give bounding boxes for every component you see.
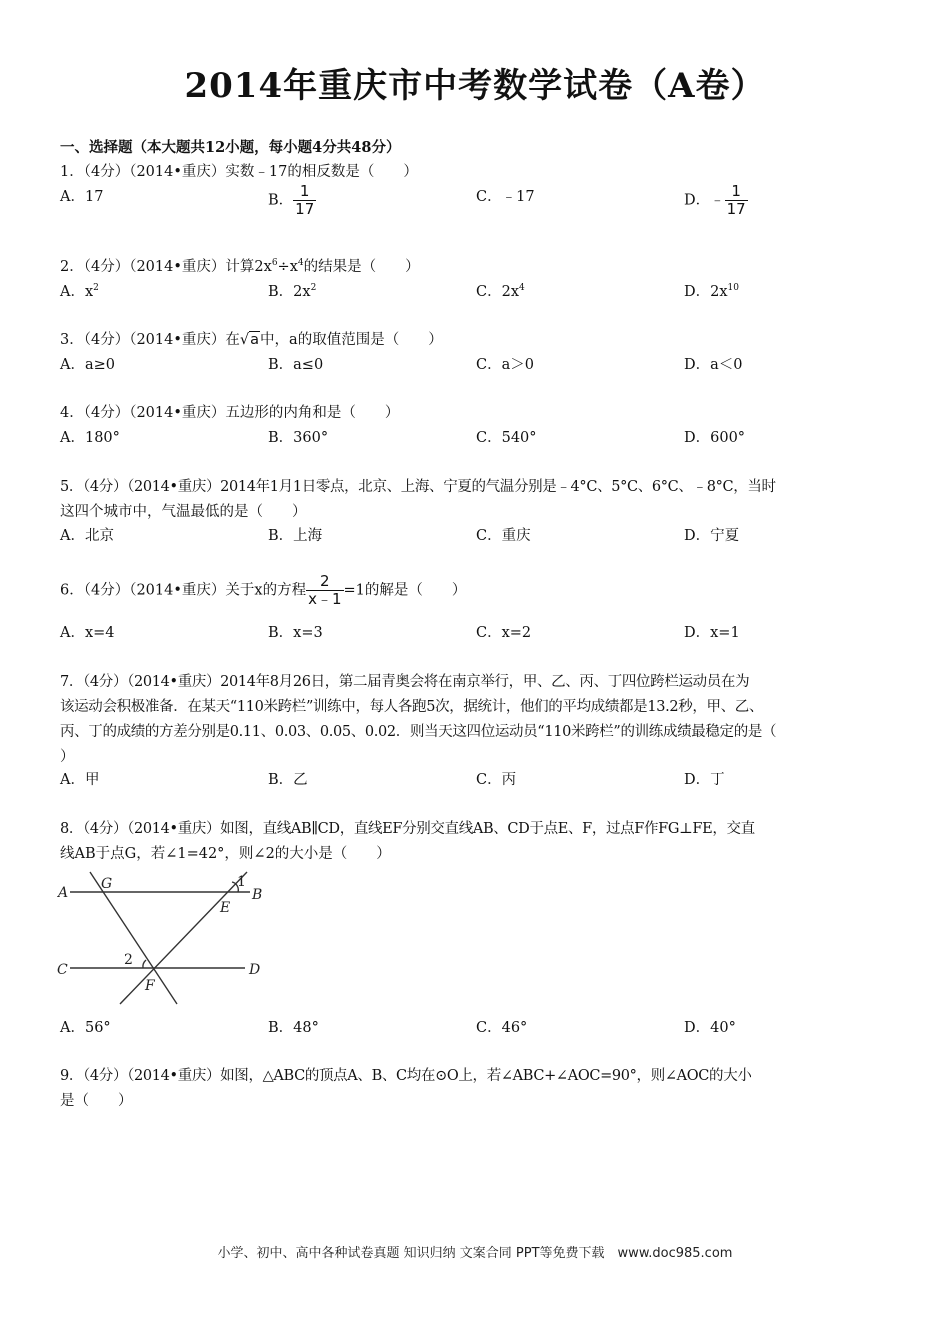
question-8-stem-line-2: 线AB于点G，若∠1=42°，则∠2的大小是（ ） [60, 846, 391, 862]
q1-option-d: D．﹣ $\frac{1}{17}$ [684, 182, 746, 218]
q5-option-b: B．上海 [268, 528, 323, 544]
label-b: B [252, 887, 263, 903]
q6-option-a: A．x=4 [60, 625, 115, 641]
label-angle-2: 2 [124, 952, 133, 968]
label-d: D [249, 962, 261, 978]
q8-option-b: B．48° [268, 1020, 319, 1036]
q6-option-c: C．x=2 [476, 625, 532, 641]
q2-option-d: D．$2x^{10}$ [684, 283, 739, 300]
label-a: A [58, 885, 69, 901]
q6-option-b: B．x=3 [268, 625, 323, 641]
q4-option-a: A．180° [60, 430, 120, 446]
q1-option-c: C．﹣17 [476, 189, 535, 205]
fraction: $\frac{2}{x﹣1}$ [308, 572, 342, 608]
label-angle-1: 1 [237, 874, 246, 890]
q1-option-a: A．17 [60, 189, 104, 205]
q2-option-b: B．$2x^2$ [268, 283, 317, 300]
q7-option-d: D．丁 [684, 772, 725, 788]
label-e: E [220, 900, 231, 916]
q2-option-c: C．$2x^4$ [476, 283, 525, 300]
q4-option-c: C．540° [476, 430, 537, 446]
q8-option-d: D．40° [684, 1020, 736, 1036]
q4-option-b: B．360° [268, 430, 329, 446]
q3-option-d: D．a＜0 [684, 357, 743, 373]
question-8-stem-line-1: 8．（4分）（2014•重庆）如图，直线AB∥CD，直线EF分别交直线AB、CD于点E、F，过点F作FG⊥FE，交直 [60, 821, 755, 837]
label-c: C [57, 962, 68, 978]
question-3-stem: 3．（4分）（2014•重庆）在√a中，a的取值范围是（ ） [60, 332, 443, 348]
q5-option-c: C．重庆 [476, 528, 531, 544]
question-6-stem: 6．（4分）（2014•重庆）关于x的方程 $\frac{2}{x﹣1}$ =1的解是（ ） [60, 572, 467, 608]
question-7-stem-line-3: 丙、丁的成绩的方差分别是0.11、0.03、0.05、0.02．则当天这四位运动员“110米跨栏”的训练成绩最稳定的是（ [60, 724, 777, 740]
section-heading: 一、选择题（本大题共12小题，每小题4分共48分） [60, 139, 401, 156]
q1-option-b: B． $\frac{1}{17}$ [268, 182, 315, 218]
q3-option-b: B．a≤0 [268, 357, 324, 373]
page-footer: 小学、初中、高中各种试卷真题 知识归纳 文案合同 PPT等免费下载 www.doc985.com [217, 1246, 733, 1261]
q3-option-c: C．a＞0 [476, 357, 534, 373]
question-7-stem-line-4: ） [60, 749, 75, 765]
q6-option-d: D．x=1 [684, 625, 740, 641]
q2-option-a: A．$x^2$ [60, 283, 99, 300]
question-7-stem-line-2: 该运动会积极准备．在某天“110米跨栏”训练中，每人各跑5次，据统计，他们的平均成绩都是13.2秒，甲、乙、 [60, 699, 764, 715]
label-g: G [101, 876, 113, 892]
angle-2-arc [143, 960, 146, 968]
question-2-stem: 2．（4分）（2014•重庆）计算$2x^6\div x^4$的结果是（ ） [60, 258, 420, 275]
q5-option-d: D．宁夏 [684, 528, 740, 544]
square-root: √a [239, 332, 260, 348]
fraction: $\frac{1}{17}$ [295, 182, 315, 218]
label-f: F [145, 978, 155, 994]
q7-option-a: A．甲 [60, 772, 100, 788]
exam-title: 2014年重庆市中考数学试卷（A卷） [184, 66, 766, 106]
question-9-stem-line-2: 是（ ） [60, 1093, 133, 1109]
q3-option-a: A．a≥0 [60, 357, 115, 373]
q5-option-a: A．北京 [60, 528, 114, 544]
q7-option-c: C．丙 [476, 772, 517, 788]
q7-option-b: B．乙 [268, 772, 308, 788]
q8-option-a: A．56° [60, 1020, 111, 1036]
question-7-stem-line-1: 7．（4分）（2014•重庆）2014年8月26日，第二届青奥会将在南京举行，甲、乙、丙、丁四位跨栏运动员在为 [60, 674, 750, 690]
question-5-stem-line-1: 5．（4分）（2014•重庆）2014年1月1日零点，北京、上海、宁夏的气温分别是﹣4°C、5°C、6°C、﹣8°C，当时 [60, 479, 776, 495]
question-1-stem: 1．（4分）（2014•重庆）实数﹣17的相反数是（ ） [60, 164, 418, 180]
question-5-stem-line-2: 这四个城市中，气温最低的是（ ） [60, 504, 307, 520]
question-4-stem: 4．（4分）（2014•重庆）五边形的内角和是（ ） [60, 405, 400, 421]
q8-option-c: C．46° [476, 1020, 528, 1036]
q4-option-d: D．600° [684, 430, 746, 446]
fraction: $\frac{1}{17}$ [726, 182, 746, 218]
question-9-stem-line-1: 9．（4分）（2014•重庆）如图，△ABC的顶点A、B、C均在⊙O上，若∠ABC+∠AOC=90°，则∠AOC的大小 [60, 1068, 752, 1084]
parallel-lines-figure [55, 866, 270, 1011]
